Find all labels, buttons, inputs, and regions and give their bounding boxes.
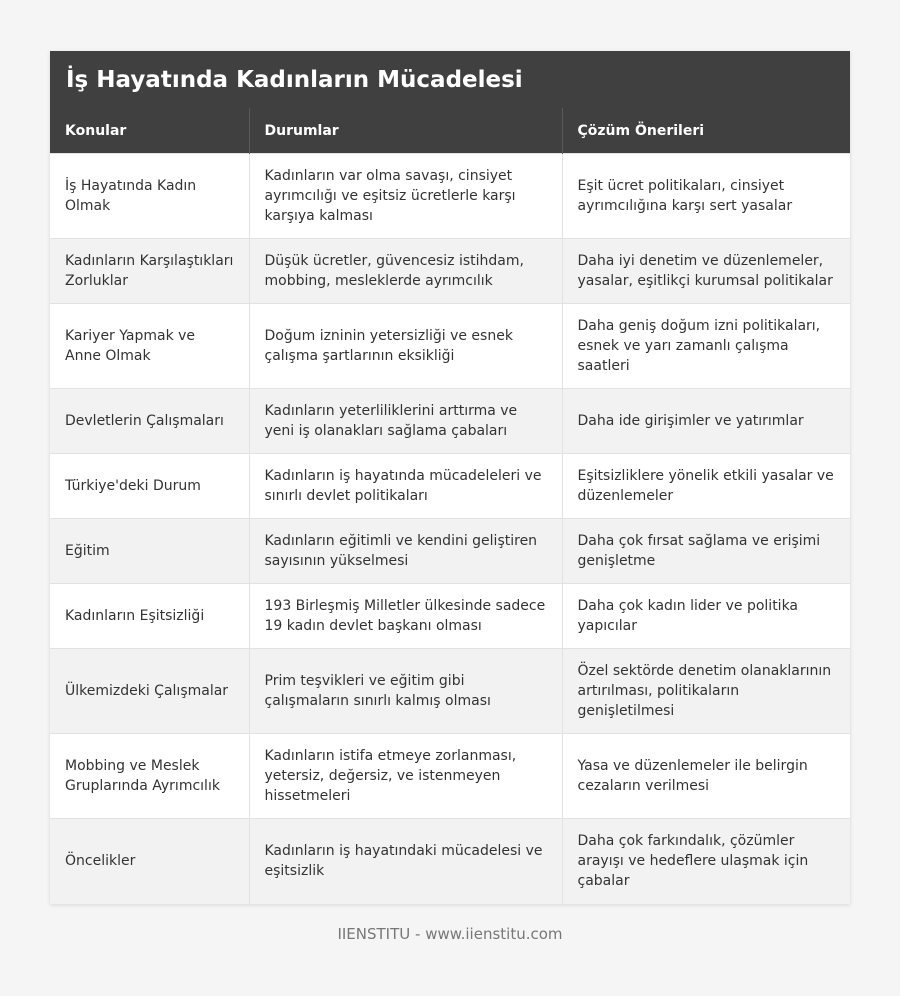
cell-durum: Kadınların var olma savaşı, cinsiyet ayrımcılığı ve eşitsiz ücretlerle karşı karşıya kalması [249, 154, 562, 239]
table-row [50, 819, 850, 904]
cell-konu: Öncelikler [50, 819, 249, 904]
table-card [50, 51, 850, 904]
cell-cozum: Daha çok farkındalık, çözümler arayışı ve hedeflere ulaşmak için çabalar [562, 819, 850, 904]
table-row [50, 519, 850, 584]
cell-durum: Kadınların iş hayatındaki mücadelesi ve eşitsizlik [249, 819, 562, 904]
cell-cozum: Daha çok fırsat sağlama ve erişimi genişletme [562, 519, 850, 584]
column-header-cozum-onerileri: Çözüm Önerileri [562, 108, 850, 154]
cell-durum: Düşük ücretler, güvencesiz istihdam, mobbing, mesleklerde ayrımcılık [249, 239, 562, 304]
cell-durum: Kadınların istifa etmeye zorlanması, yetersiz, değersiz, ve istenmeyen hissetmeleri [249, 734, 562, 819]
cell-konu: Ülkemizdeki Çalışmalar [50, 649, 249, 734]
cell-cozum: Daha ide girişimler ve yatırımlar [562, 389, 850, 454]
cell-cozum: Eşit ücret politikaları, cinsiyet ayrımcılığına karşı sert yasalar [562, 154, 850, 239]
table-row [50, 454, 850, 519]
cell-durum: Prim teşvikleri ve eğitim gibi çalışmaların sınırlı kalmış olması [249, 649, 562, 734]
cell-konu: Kadınların Eşitsizliği [50, 584, 249, 649]
table-row [50, 734, 850, 819]
cell-durum: Doğum izninin yetersizliği ve esnek çalışma şartlarının eksikliği [249, 304, 562, 389]
table-row [50, 649, 850, 734]
cell-konu: Kariyer Yapmak ve Anne Olmak [50, 304, 249, 389]
cell-cozum: Yasa ve düzenlemeler ile belirgin cezaların verilmesi [562, 734, 850, 819]
cell-cozum: Daha geniş doğum izni politikaları, esnek ve yarı zamanlı çalışma saatleri [562, 304, 850, 389]
cell-cozum: Eşitsizliklere yönelik etkili yasalar ve düzenlemeler [562, 454, 850, 519]
cell-konu: Türkiye'deki Durum [50, 454, 249, 519]
cell-konu: Devletlerin Çalışmaları [50, 389, 249, 454]
table-row [50, 154, 850, 239]
column-header-durumlar: Durumlar [249, 108, 562, 154]
cell-cozum: Daha iyi denetim ve düzenlemeler, yasalar, eşitlikçi kurumsal politikalar [562, 239, 850, 304]
page-title: İş Hayatında Kadınların Mücadelesi [50, 51, 850, 108]
table-row [50, 389, 850, 454]
footer-credit: IIENSTITU - www.iienstitu.com [337, 925, 563, 943]
cell-konu: İş Hayatında Kadın Olmak [50, 154, 249, 239]
cell-konu: Mobbing ve Meslek Gruplarında Ayrımcılık [50, 734, 249, 819]
table-row [50, 584, 850, 649]
cell-durum: Kadınların eğitimli ve kendini geliştiren sayısının yükselmesi [249, 519, 562, 584]
column-header-konular: Konular [50, 108, 249, 154]
data-table [50, 108, 850, 904]
cell-konu: Kadınların Karşılaştıkları Zorluklar [50, 239, 249, 304]
cell-cozum: Özel sektörde denetim olanaklarının artırılması, politikaların genişletilmesi [562, 649, 850, 734]
cell-cozum: Daha çok kadın lider ve politika yapıcılar [562, 584, 850, 649]
cell-durum: 193 Birleşmiş Milletler ülkesinde sadece 19 kadın devlet başkanı olması [249, 584, 562, 649]
header-row [50, 108, 850, 154]
table-row [50, 304, 850, 389]
cell-konu: Eğitim [50, 519, 249, 584]
table-row [50, 239, 850, 304]
cell-durum: Kadınların yeterliliklerini arttırma ve yeni iş olanakları sağlama çabaları [249, 389, 562, 454]
cell-durum: Kadınların iş hayatında mücadeleleri ve sınırlı devlet politikaları [249, 454, 562, 519]
